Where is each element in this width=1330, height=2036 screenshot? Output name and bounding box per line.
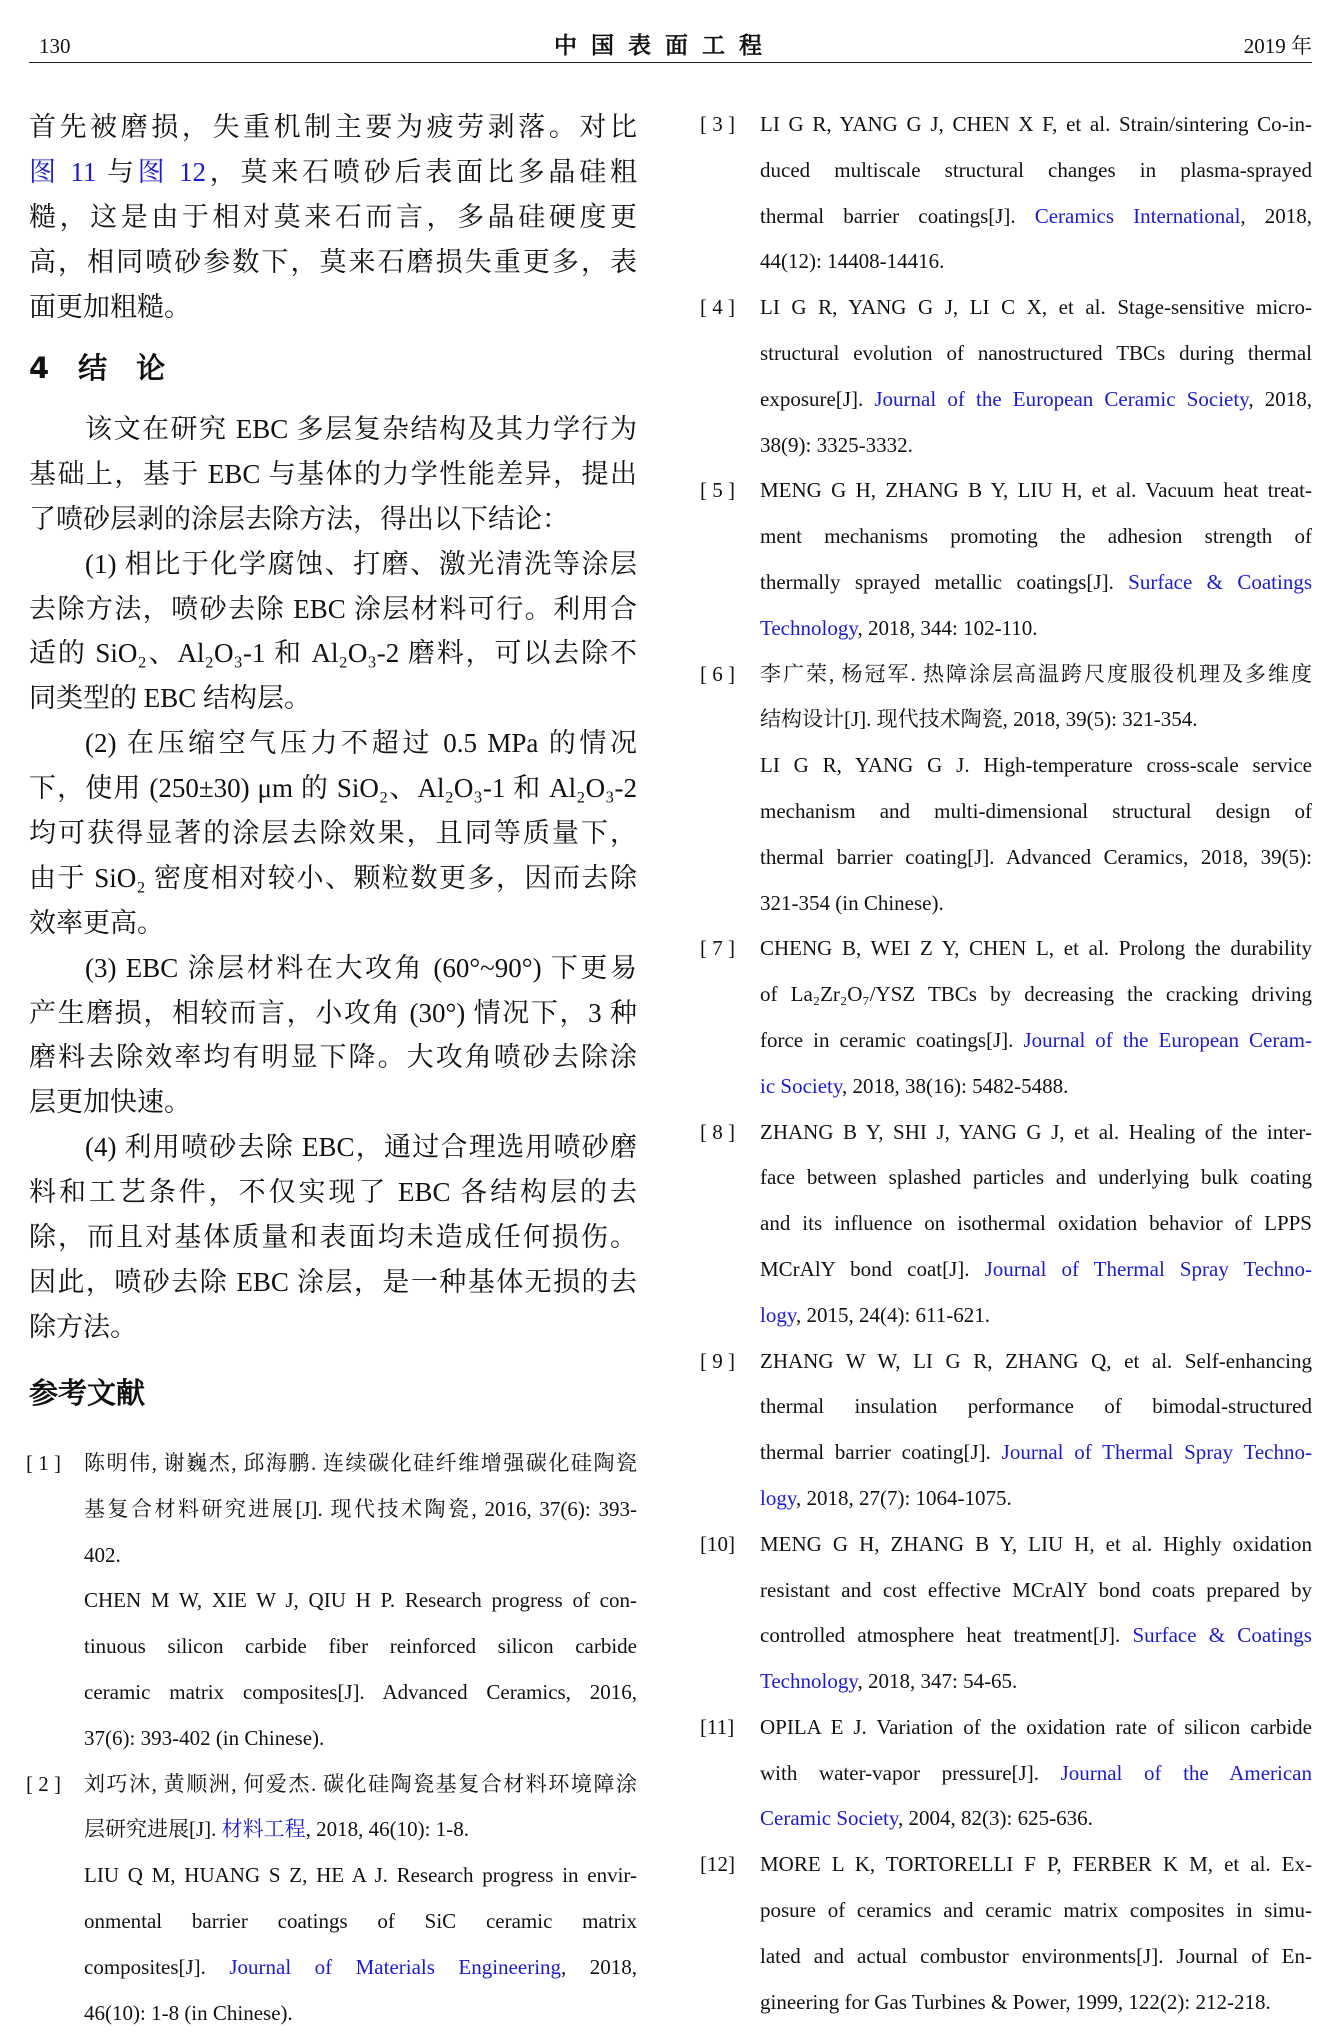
text-line [29,1260,637,1305]
text-line [760,1476,1312,1522]
text-segment: (1) 相比于化学腐蚀、打磨、激光清洗等涂层 [85,548,637,579]
text-segment: ZHANG W W, LI G R, ZHANG Q, et al. Self-enhancing [760,1348,1312,1373]
text-line [84,1441,637,1487]
text-line [84,1716,637,1762]
text-line [760,1980,1312,2026]
text-line [29,676,637,721]
text-segment: 因此，喷砂去除 EBC 涂层，是一种基体无损的去 [29,1266,637,1297]
text-segment: LI G R, YANG G J, CHEN X F, et al. Strain/sintering Co-in- [760,112,1312,136]
text-segment: 除，而且对基体质量和表面均未造成任何损伤。 [29,1222,637,1253]
text-segment: onmental barrier coatings of SiC ceramic matrix [84,1908,637,1933]
text-line [84,1807,637,1853]
text-line [760,1018,1312,1064]
text-segment: thermally sprayed metallic coatings[J]. [760,569,1129,594]
text-line [84,1945,637,1991]
text-segment: , 2018, 46(10): 1-8. [305,1817,469,1842]
text-line [760,1110,1312,1156]
text-segment: LIU Q M, HUANG S Z, HE A J. Research progress in envir- [84,1863,637,1888]
reference-entry [700,926,1312,1109]
reference-entry [700,1339,1312,1522]
text-segment: 除方法。 [29,1311,137,1342]
citation-link[interactable]: 材料工程 [221,1817,306,1842]
text-line [29,452,637,497]
text-segment: 刘巧沐, 黄顺洲, 何爱杰. 碳化硅陶瓷基复合材料环境障涂 [84,1771,637,1796]
text-segment: LI G R, YANG G J. High-temperature cross-scale service [760,753,1312,778]
text-line [760,423,1312,469]
text-segment: 结构设计[J]. 现代技术陶瓷, 2018, 39(5): 321-354. [760,707,1198,732]
text-segment: 料和工艺条件，不仅实现了 EBC 各结构层的去 [29,1177,637,1208]
text-segment: 层研究进展[J]. [84,1817,222,1842]
text-segment: with water-vapor pressure[J]. [760,1760,1061,1785]
citation-link[interactable]: Journal of the American [1060,1760,1312,1785]
text-line [760,972,1312,1018]
reference-number: [ 8 ] [700,1119,735,1144]
text-line [760,1613,1312,1659]
text-segment: OPILA E J. Variation of the oxidation rate of silicon carbide [760,1714,1312,1739]
text-segment: 磨料去除效率均有明显下降。大攻角喷砂去除涂 [29,1042,637,1073]
text-line [760,1659,1312,1705]
text-line [760,148,1312,194]
text-segment: thermal barrier coating[J]. [760,1440,1002,1465]
text-segment: 适的 SiO₂、Al₂O₃-1 和 Al₂O₃-2 磨料，可以去除不 [29,638,637,669]
text-line [29,811,637,856]
text-segment: 44(12): 14408-14416. [760,249,945,274]
text-line [29,721,637,766]
citation-link[interactable]: ic Society [760,1073,843,1098]
text-segment: 38(9): 3325-3332. [760,432,913,457]
text-line [760,743,1312,789]
text-line [29,856,637,901]
text-line [29,150,637,195]
reference-entry [700,1705,1312,1842]
text-segment: 同类型的 EBC 结构层。 [29,683,312,714]
text-segment: , 2018, [1240,203,1312,228]
text-segment: 402. [84,1542,121,1567]
reference-number: [ 1 ] [26,1451,61,1475]
text-line [760,789,1312,835]
text-line [760,881,1312,927]
text-line [84,1853,637,1899]
text-line [760,1705,1312,1751]
text-segment: , 2018, 38(16): 5482-5488. [842,1073,1069,1098]
text-segment: 基复合材料研究进展[J]. 现代技术陶瓷, 2016, 37(6): 393- [84,1496,637,1521]
text-line [760,1064,1312,1110]
reference-entry [26,1441,637,1762]
text-segment: 面更加粗糙。 [29,291,191,322]
text-segment: lated and actual combustor environments[J]. Journal of En- [760,1943,1312,1968]
text-segment: ZHANG B Y, SHI J, YANG G J, et al. Healing of the inter- [760,1119,1312,1144]
journal-title: 中国表面工程 [554,33,776,59]
text-segment: , 2018, [561,1954,637,1979]
text-line [29,901,637,946]
text-line [760,1247,1312,1293]
text-line [760,1430,1312,1476]
citation-link[interactable]: Technology [760,615,858,640]
text-line [760,1201,1312,1247]
text-segment: , 2018, 347: 54-65. [857,1669,1018,1694]
body-text-continued [29,105,637,329]
text-line [29,766,637,811]
reference-entry [700,1522,1312,1705]
text-line [29,105,637,150]
text-segment: thermal barrier coating[J]. Advanced Ceramics, 2018, 39(5): [760,844,1312,869]
text-line [760,1934,1312,1980]
text-line [84,1670,637,1716]
reference-number: [11] [700,1714,735,1739]
reference-entry [700,652,1312,927]
text-line [84,1533,637,1579]
text-line [29,497,637,542]
text-segment: MORE L K, TORTORELLI F P, FERBER K M, et al. Ex- [760,1852,1312,1877]
text-line [760,1796,1312,1842]
text-segment: 46(10): 1-8 (in Chinese). [84,2000,293,2025]
text-segment: 李广荣, 杨冠军. 热障涂层高温跨尺度服役机理及多维度 [760,661,1312,686]
reference-number: [ 7 ] [700,936,735,961]
text-line [84,1899,637,1945]
text-line [760,239,1312,285]
text-segment: , 2015, 24(4): 611-621. [795,1302,991,1327]
text-segment: 产生磨损，相较而言，小攻角 (30°) 情况下，3 种 [29,997,637,1028]
text-line [760,1568,1312,1614]
text-segment: , 2018, 27(7): 1064-1075. [795,1485,1012,1510]
citation-link[interactable]: Journal of the European Ceram- [1023,1027,1312,1052]
text-line [760,835,1312,881]
text-segment: structural evolution of nanostructured TBCs during thermal [760,340,1312,365]
text-line [29,1035,637,1080]
citation-link[interactable]: logy [760,1485,796,1510]
text-segment: 下，使用 (250±30) μm 的 SiO₂、Al₂O₃-1 和 Al₂O₃-2 [29,773,637,804]
reference-number: [ 2 ] [26,1771,61,1796]
reference-number: [ 5 ] [700,478,735,503]
text-line [29,1080,637,1125]
text-line [84,1762,637,1808]
text-segment: CHENG B, WEI Z Y, CHEN L, et al. Prolong the durability [760,936,1312,961]
text-segment: exposure[J]. [760,386,875,411]
text-segment: ment mechanisms promoting the adhesion strength of [760,524,1312,549]
text-line [760,926,1312,972]
reference-number: [10] [700,1531,735,1556]
header-rule [29,62,1312,63]
text-segment: tinuous silicon carbide fiber reinforced silicon carbide [84,1634,637,1659]
text-line [760,697,1312,743]
references-heading: 参考文献 [29,1376,146,1410]
text-line [84,1487,637,1533]
reference-entry [700,468,1312,651]
text-segment: (3) EBC 涂层材料在大攻角 (60°~90°) 下更易 [85,952,637,983]
reference-number: [ 3 ] [700,112,735,136]
text-segment: 均可获得显著的涂层去除效果，且同等质量下， [29,818,637,849]
reference-number: [12] [700,1852,735,1877]
text-line [29,542,637,587]
text-line [29,631,637,676]
text-line [760,468,1312,514]
text-line [760,285,1312,331]
citation-link[interactable]: Surface & Coatings [1132,1623,1312,1648]
text-line [29,991,637,1036]
text-segment: ceramic matrix composites[J]. Advanced Ceramics, 2016, [84,1679,637,1704]
text-segment: 层更加快速。 [29,1087,191,1118]
text-line [29,240,637,285]
reference-number: [ 4 ] [700,295,735,320]
citation-link[interactable]: logy [760,1302,796,1327]
text-segment: gineering for Gas Turbines & Power, 1999, 122(2): 212-218. [760,1989,1271,2014]
text-segment: of La₂Zr₂O₇/YSZ TBCs by decreasing the cracking driving [760,982,1312,1007]
text-segment: and its influence on isothermal oxidation behavior of LPPS [760,1211,1312,1236]
page-number: 130 [39,34,71,58]
reference-entry [700,1842,1312,2025]
text-segment: 效率更高。 [29,907,164,938]
text-segment: 去除方法，喷砂去除 EBC 涂层材料可行。利用合 [29,593,637,624]
text-segment: (2) 在压缩空气压力不超过 0.5 MPa 的情况 [85,728,637,759]
text-line [29,285,637,330]
text-line [760,102,1312,148]
text-segment: , 2018, 344: 102-110. [857,615,1038,640]
text-segment: LI G R, YANG G J, LI C X, et al. Stage-sensitive micro- [760,295,1312,320]
reference-entry [26,1762,637,2036]
text-line [760,1339,1312,1385]
text-line [760,1842,1312,1888]
text-line [760,514,1312,560]
text-line [29,1170,637,1215]
text-line [760,606,1312,652]
text-line [29,1125,637,1170]
text-line [84,1991,637,2036]
conclusions-text [29,407,637,1350]
text-segment: 糙，这是由于相对莫来石而言，多晶硅硬度更 [29,201,637,232]
year: 2019 年 [1243,34,1312,58]
citation-link[interactable]: Journal of Materials Engineering [229,1954,562,1979]
text-segment: face between splashed particles and underlying bulk coating [760,1165,1312,1190]
text-line [760,1293,1312,1339]
citation-link[interactable]: 图 11 [29,156,97,187]
text-line [760,377,1312,423]
citation-link[interactable]: Ceramic Society [760,1806,899,1831]
text-line [760,1384,1312,1430]
text-segment: mechanism and multi-dimensional structural design of [760,798,1312,823]
text-segment: , 2004, 82(3): 625-636. [898,1806,1093,1831]
citation-link[interactable]: Journal of Thermal Spray Techno- [1001,1440,1312,1465]
text-segment: duced multiscale structural changes in plasma-sprayed [760,157,1312,182]
references-right-column [700,102,1312,2025]
text-segment: (4) 利用喷砂去除 EBC，通过合理选用喷砂磨 [85,1132,637,1163]
section-heading: 4 结 论 [29,351,166,385]
text-line [760,560,1312,606]
text-line [760,194,1312,240]
text-line [760,1522,1312,1568]
citation-link[interactable]: Technology [760,1669,858,1694]
text-segment: MENG G H, ZHANG B Y, LIU H, et al. Highly oxidation [760,1531,1312,1556]
text-segment: 首先被磨损，失重机制主要为疲劳剥落。对比 [29,112,637,142]
reference-entry [700,102,1312,285]
text-segment: 基础上，基于 EBC 与基体的力学性能差异，提出 [29,458,637,489]
text-line [29,195,637,240]
text-segment: 321-354 (in Chinese). [760,890,944,915]
text-segment: posure of ceramics and ceramic matrix composites in simu- [760,1898,1312,1923]
text-segment: 了喷砂层剥的涂层去除方法，得出以下结论： [29,503,569,534]
text-segment: controlled atmosphere heat treatment[J]. [760,1623,1133,1648]
reference-number: [ 6 ] [700,661,735,686]
citation-link[interactable]: Journal of the European Ceramic Society [874,386,1249,411]
text-segment: 该文在研究 EBC 多层复杂结构及其力学行为 [85,414,637,444]
citation-link[interactable]: 图 12 [137,156,206,187]
citation-link[interactable]: Surface & Coatings [1128,569,1312,594]
text-segment: , 2018, [1248,386,1312,411]
reference-entry [700,285,1312,468]
text-line [760,1888,1312,1934]
text-segment: 高，相同喷砂参数下，莫来石磨损失重更多，表 [29,246,637,277]
reference-number: [ 9 ] [700,1348,735,1373]
text-segment: CHEN M W, XIE W J, QIU H P. Research progress of con- [84,1588,637,1613]
text-segment: MCrAlY bond coat[J]. [760,1256,985,1281]
text-line [29,946,637,991]
text-segment: 陈明伟, 谢巍杰, 邱海鹏. 连续碳化硅纤维增强碳化硅陶瓷 [84,1451,637,1475]
text-segment: thermal insulation performance of bimodal-structured [760,1394,1312,1419]
citation-link[interactable]: Ceramics International [1034,203,1241,228]
citation-link[interactable]: Journal of Thermal Spray Techno- [984,1256,1312,1281]
text-segment: 37(6): 393-402 (in Chinese). [84,1725,325,1750]
text-segment: resistant and cost effective MCrAlY bond coats prepared by [760,1577,1312,1602]
text-segment: MENG G H, ZHANG B Y, LIU H, et al. Vacuum heat treat- [760,478,1312,503]
references-left-column [26,1441,637,2036]
text-line [760,1751,1312,1797]
text-line [29,587,637,632]
text-segment: 与 [96,156,138,187]
text-line [760,652,1312,698]
text-line [29,407,637,452]
text-segment: composites[J]. [84,1954,230,1979]
reference-entry [700,1110,1312,1339]
text-segment: 由于 SiO₂ 密度相对较小、颗粒数更多，因而去除 [29,862,637,893]
text-line [84,1578,637,1624]
text-line [84,1624,637,1670]
text-segment: ，莫来石喷砂后表面比多晶硅粗 [205,156,638,187]
text-line [29,1215,637,1260]
text-segment: thermal barrier coatings[J]. [760,203,1035,228]
text-line [760,331,1312,377]
text-line [760,1155,1312,1201]
text-segment: force in ceramic coatings[J]. [760,1027,1024,1052]
text-line [29,1305,637,1350]
